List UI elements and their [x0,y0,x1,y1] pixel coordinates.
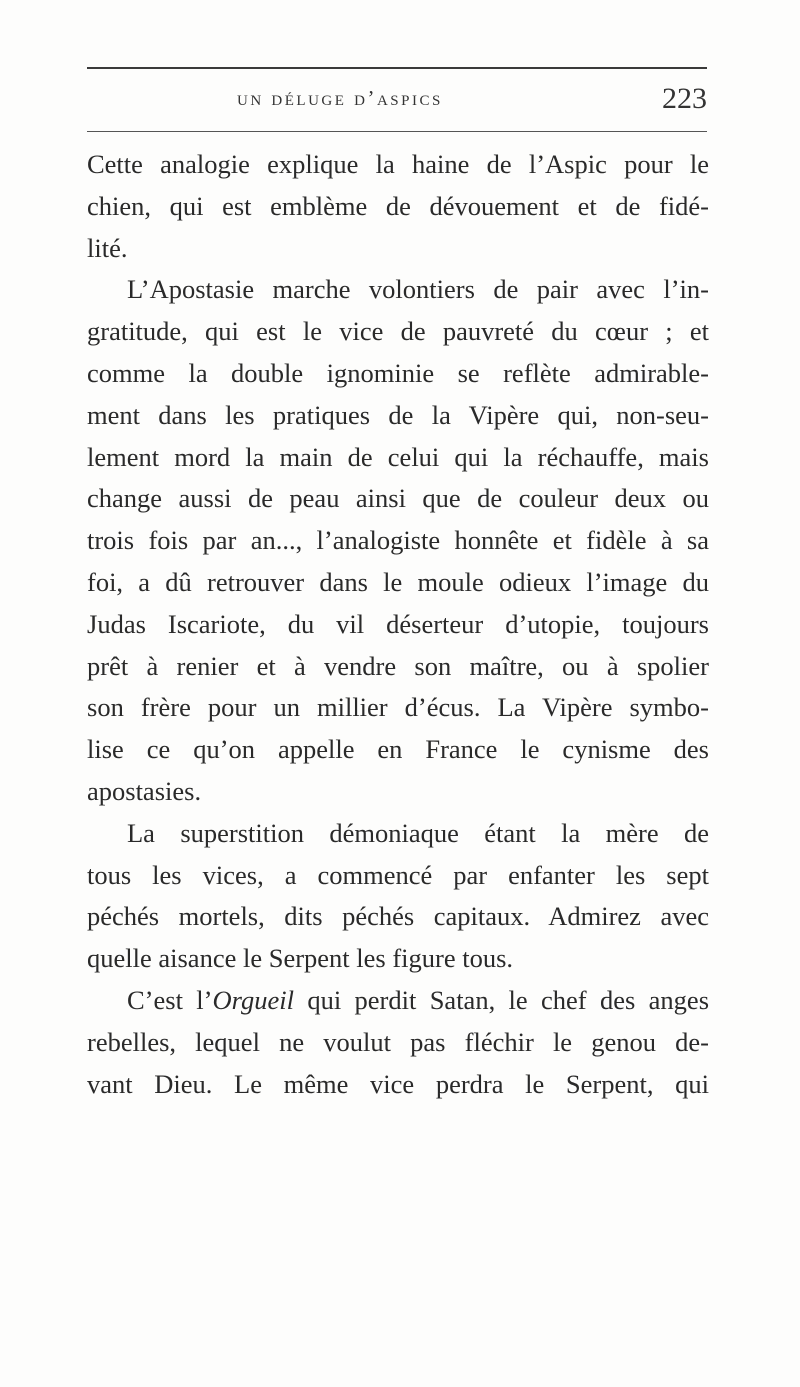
text-line: foi, a dû retrouver dans le moule odieux l’image du [87,566,709,597]
text-line: vant Dieu. Le même vice perdra le Serpent, qui [87,1068,709,1099]
text-line: change aussi de peau ainsi que de couleur deux ou [87,483,709,514]
text-line: son frère pour un millier d’écus. La Vipère symbo- [87,692,709,723]
text-line: trois fois par an..., l’analogiste honnête et fidèle à sa [87,525,709,556]
body-text [87,144,709,1105]
text-rest: qui perdit Satan, le chef des anges [307,984,709,1015]
header-top-rule [87,67,707,69]
text-line: lise ce qu’on appelle en France le cynisme des [87,734,709,765]
text-line: L’Apostasie marche volontiers de pair avec l’in- [127,274,709,305]
text-line: gratitude, qui est le vice de pauvreté du cœur ; et [87,316,709,347]
text-line: ment dans les pratiques de la Vipère qui, non-seu- [87,399,709,430]
text-line: chien, qui est emblème de dévouement et de fidé- [87,190,709,221]
text-line: prêt à renier et à vendre son maître, ou à spolier [87,650,709,681]
text-line: quelle aisance le Serpent les figure tous. [87,943,514,974]
text-line: lité. [87,232,128,263]
header-bottom-rule [87,131,707,132]
text-line: Cette analogie explique la haine de l’Aspic pour le [87,149,709,179]
page-number: 223 [662,82,707,115]
text-line: lement mord la main de celui qui la réchauffe, mais [87,441,709,472]
text-line: La superstition démoniaque étant la mère de [127,817,709,848]
text-line: tous les vices, a commencé par enfanter les sept [87,859,709,890]
text-line: rebelles, lequel ne voulut pas fléchir le genou de- [87,1026,709,1057]
running-title: un déluge d’aspics [237,86,443,110]
running-head [87,82,707,126]
text-line: péchés mortels, dits péchés capitaux. Admirez avec [87,901,709,932]
italic-term: Orgueil [212,984,294,1015]
text-line-with-italic [87,980,709,1022]
text-prefix: C’est l’ [127,984,213,1015]
text-line: Judas Iscariote, du vil déserteur d’utopie, toujours [87,608,709,639]
text-line: comme la double ignominie se reflète admirable- [87,357,709,388]
text-line: apostasies. [87,775,202,806]
